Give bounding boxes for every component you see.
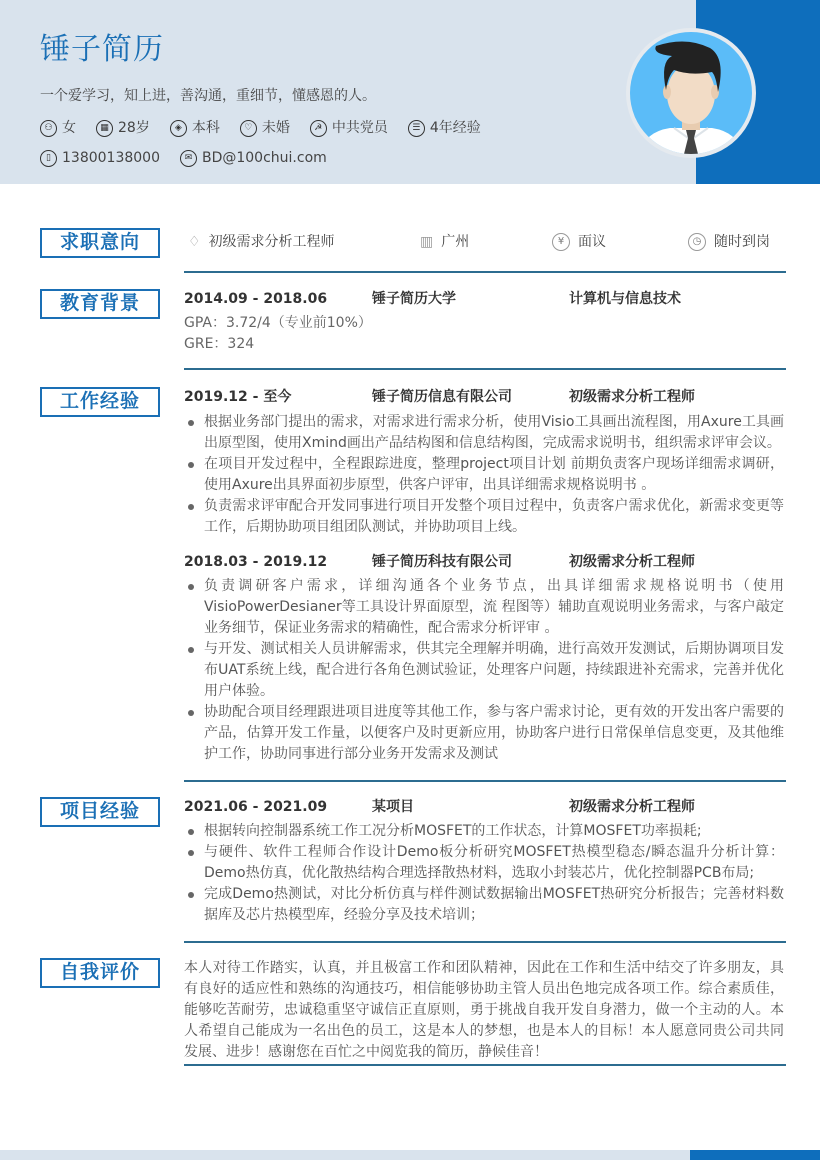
work-entry-header	[184, 552, 784, 572]
project-period: 2021.06 - 2021.09	[184, 799, 328, 815]
footer-band	[0, 1150, 690, 1160]
work-role: 初级需求分析工程师	[569, 554, 695, 570]
list-item: 完成Demo热测试，对比分析仿真与样件测试数据输出MOSFET热研究分析报告；完善材料数据库及芯片热模型库，经验分享及技术培训；	[184, 884, 784, 926]
info-degree-label: 本科	[191, 120, 220, 136]
divider	[184, 1064, 786, 1066]
divider	[184, 780, 786, 782]
email-address[interactable]: BD@100chui.com	[201, 150, 327, 166]
info-gender	[40, 118, 76, 138]
education-entry-header	[184, 289, 784, 309]
footer-accent-band	[690, 1150, 820, 1160]
clock-icon: ◷	[688, 233, 706, 251]
intent-city-label: 广州	[441, 234, 470, 250]
avatar-illustration-icon	[630, 32, 752, 154]
list-item: 与开发、测试相关人员讲解需求，供其完全理解并明确，进行高效开发测试，后期协调项目发布UAT系统上线，配合进行各角色测试验证，处理客户问题，持续跟进补充需求，完善并优化用户体验。	[184, 639, 784, 702]
heart-icon: ♡	[240, 120, 257, 137]
info-politics-label: 中共党员	[331, 120, 388, 136]
info-marital	[240, 118, 290, 138]
education-school: 锤子简历大学	[372, 291, 456, 307]
work-duties-list	[184, 412, 784, 538]
list-item: 根据转向控制器系统工作工况分析MOSFET的工作状态，计算MOSFET功率损耗;	[184, 821, 784, 842]
info-marital-label: 未婚	[261, 120, 290, 136]
education-major: 计算机与信息技术	[569, 291, 681, 307]
phone-icon: ▯	[40, 150, 57, 167]
party-emblem-icon: ☭	[310, 120, 327, 137]
intent-position	[188, 232, 335, 252]
info-experience-label: 4年经验	[429, 120, 481, 136]
job-intent-row	[184, 232, 784, 254]
tie-icon: ♢	[188, 234, 201, 250]
info-degree	[170, 118, 220, 138]
info-experience	[408, 118, 481, 138]
project-entry-header	[184, 797, 784, 817]
graduation-cap-icon: ◈	[170, 120, 187, 137]
work-period: 2019.12 - 至今	[184, 389, 292, 405]
section-title-intent: 求职意向	[40, 228, 160, 258]
building-icon: ▥	[420, 234, 434, 250]
project-role: 初级需求分析工程师	[569, 799, 695, 815]
intent-salary	[552, 232, 606, 252]
intent-availability-label: 随时到岗	[714, 234, 770, 250]
work-entry-header	[184, 387, 784, 407]
work-role: 初级需求分析工程师	[569, 389, 695, 405]
intent-city	[420, 232, 469, 252]
yen-icon: ¥	[552, 233, 570, 251]
gender-icon: ⚇	[40, 120, 57, 137]
project-name: 某项目	[372, 799, 414, 815]
phone-number[interactable]: 13800138000	[62, 150, 160, 166]
info-gender-label: 女	[62, 120, 76, 136]
education-gpa: GPA：3.72/4（专业前10%）	[184, 315, 372, 331]
list-item: 负责调研客户需求，详细沟通各个业务节点，出具详细需求规格说明书（使用VisioPowerDesianer等工具设计界面原型，流 程图等）辅助直观说明业务需求，与客户敲定业务细节，保证业务需求的精确性，配合需求分析评审 。	[184, 576, 784, 639]
intent-salary-label: 面议	[578, 234, 606, 250]
contact-info-row	[40, 148, 347, 168]
list-item: 与硬件、软件工程师合作设计Demo板分析研究MOSFET热模型稳态/瞬态温升分析计算：Demo热仿真，优化散热结构合理选择散热材料，选取小封装芯片，优化控制器PCB布局;	[184, 842, 784, 884]
divider	[184, 271, 786, 273]
contact-phone	[40, 148, 160, 168]
section-title-self: 自我评价	[40, 958, 160, 988]
info-age	[96, 118, 150, 138]
divider	[184, 368, 786, 370]
list-item: 协助配合项目经理跟进项目进度等其他工作，参与客户需求讨论，更有效的开发出客户需要的产品，估算开发工作量，以便客户及时更新应用，协助客户进行日常保单信息变更，及其他维护工作，协助同事进行部分业务开发需求及测试	[184, 702, 784, 765]
contact-email	[180, 148, 327, 168]
education-period: 2014.09 - 2018.06	[184, 291, 328, 307]
section-title-project: 项目经验	[40, 797, 160, 827]
resume-name: 锤子简历	[40, 32, 164, 67]
project-duties-list	[184, 821, 784, 926]
info-politics	[310, 118, 388, 138]
avatar	[626, 28, 756, 158]
email-icon: ✉	[180, 150, 197, 167]
calendar-icon: ▦	[96, 120, 113, 137]
list-item: 根据业务部门提出的需求，对需求进行需求分析，使用Visio工具画出流程图，用Axure工具画出原型图，使用Xmind画出产品结构图和信息结构图，完成需求说明书，组织需求评审会议。	[184, 412, 784, 454]
personal-info-row	[40, 118, 501, 138]
work-company: 锤子简历信息有限公司	[372, 389, 512, 405]
list-item: 负责需求评审配合开发同事进行项目开发整个项目过程中，负责客户需求优化，新需求变更等工作，后期协助项目组团队测试，并协助项目上线。	[184, 496, 784, 538]
info-age-label: 28岁	[118, 120, 150, 136]
resume-motto: 一个爱学习，知上进，善沟通，重细节，懂感恩的人。	[40, 88, 376, 104]
work-duties-list	[184, 576, 784, 765]
list-item: 在项目开发过程中，全程跟踪进度，整理project项目计划 前期负责客户现场详细需求调研，使用Axure出具界面初步原型，供客户评审，出具详细需求规格说明书 。	[184, 454, 784, 496]
self-evaluation-text: 本人对待工作踏实，认真，并且极富工作和团队精神，因此在工作和生活中结交了许多朋友，具有良好的适应性和熟练的沟通技巧，相信能够协助主管人员出色地完成各项工作。综合素质佳，能够吃苦耐劳，忠诚稳重坚守诚信正直原则，勇于挑战自我开发自身潜力，做一个主动的人。本人希望自己能成为一名出色的员工，这是本人的梦想，也是本人的目标！本人愿意同贵公司共同发展、进步！感谢您在百忙之中阅览我的简历，静候佳音！	[184, 960, 784, 1060]
divider	[184, 941, 786, 943]
section-title-education: 教育背景	[40, 289, 160, 319]
work-period: 2018.03 - 2019.12	[184, 554, 328, 570]
work-company: 锤子简历科技有限公司	[372, 554, 512, 570]
intent-availability	[688, 232, 770, 252]
section-title-work: 工作经验	[40, 387, 160, 417]
intent-position-label: 初级需求分析工程师	[208, 234, 335, 250]
education-gre: GRE：324	[184, 336, 255, 352]
document-icon: ☰	[408, 120, 425, 137]
